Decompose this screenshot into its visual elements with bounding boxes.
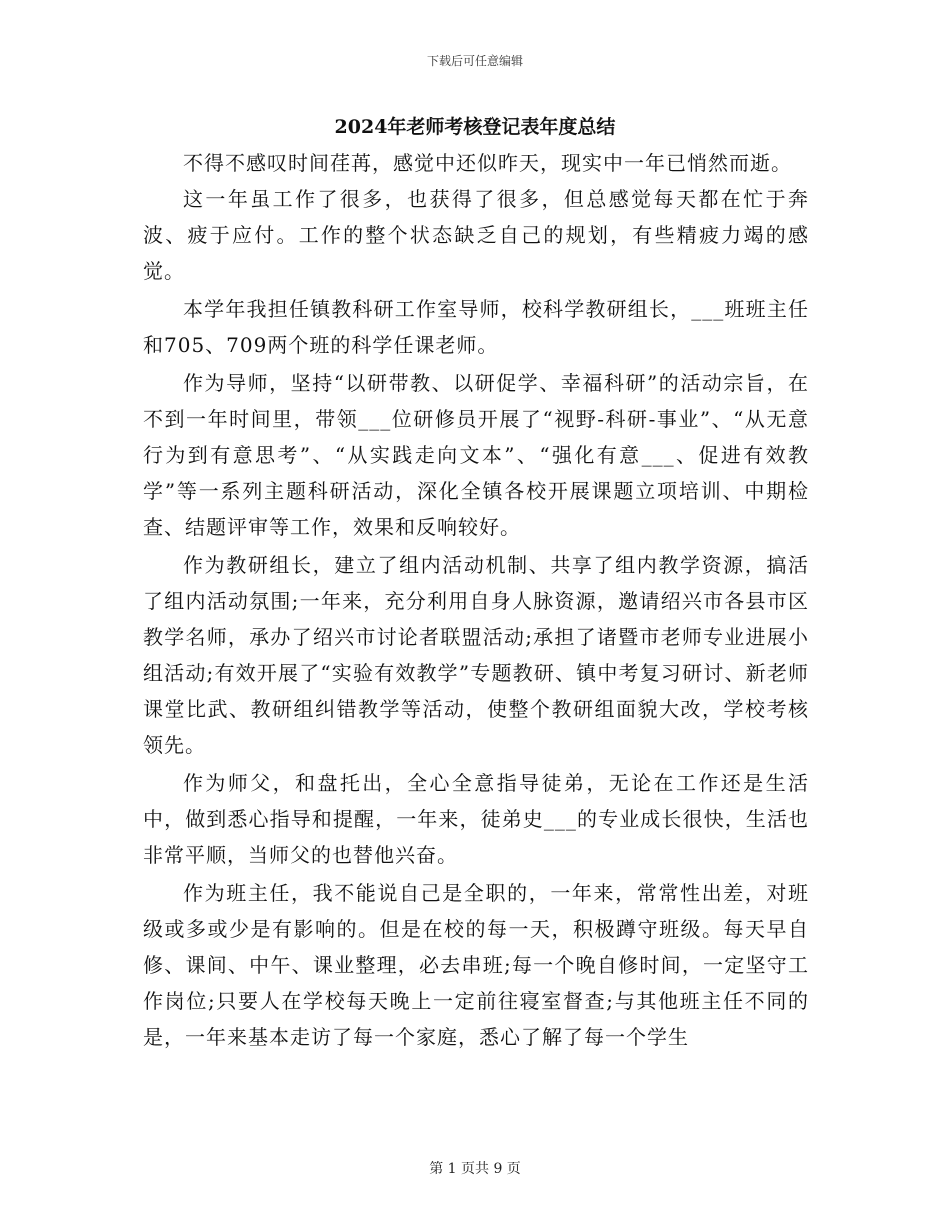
paragraph-1: 不得不感叹时间荏苒，感觉中还似昨天，现实中一年已悄然而逝。	[183, 151, 792, 175]
page-number: 第 1 页共 9 页	[429, 1161, 521, 1177]
paragraph-4: 作为导师，坚持“以研带教、以研促学、幸福科研”的活动宗旨，在不到一年时间里，带领___位研修员开展了“视野-科研-事业”、“从无意行为到有意思考”、“从实践走向文本”、“强化有意___、促进有效教学”等一系列主题科研活动，深化全镇各校开展课题立项培训、中期检查、结题评审等工作，效果和反响较好。	[143, 371, 809, 539]
paragraph-7: 作为班主任，我不能说自己是全职的，一年来，常常性出差，对班级或多或少是有影响的。但是在校的每一天，积极蹲守班级。每天早自修、课间、中午、课业整理，必去串班;每一个晚自修时间，一定坚守工作岗位;只要人在学校每天晚上一定前往寝室督查;与其他班主任不同的是，一年来基本走访了每一个家庭，悉心了解了每一个学生	[143, 881, 809, 1049]
document-title: 2024年老师考核登记表年度总结	[334, 116, 616, 138]
paragraph-5: 作为教研组长，建立了组内活动机制、共享了组内教学资源，搞活了组内活动氛围;一年来，充分利用自身人脉资源，邀请绍兴市各县市区教学名师，承办了绍兴市讨论者联盟活动;承担了诸暨市老师专业进展小组活动;有效开展了“实验有效教学”专题教研、镇中考复习研讨、新老师课堂比武、教研组纠错教学等活动，使整个教研组面貌大改，学校考核领先。	[143, 553, 809, 757]
page-header-note: 下载后可任意编辑	[426, 54, 523, 68]
paragraph-6: 作为师父，和盘托出，全心全意指导徒弟，无论在工作还是生活中，做到悉心指导和提醒，一年来，徒弟史___的专业成长很快，生活也非常平顺，当师父的也替他兴奋。	[143, 771, 809, 867]
paragraph-2: 这一年虽工作了很多，也获得了很多，但总感觉每天都在忙于奔波、疲于应付。工作的整个状态缺乏自己的规划，有些精疲力竭的感觉。	[143, 187, 809, 283]
paragraph-3: 本学年我担任镇教科研工作室导师，校科学教研组长，___班班主任和705、709两个班的科学任课老师。	[143, 297, 809, 357]
document-body	[143, 145, 809, 1055]
